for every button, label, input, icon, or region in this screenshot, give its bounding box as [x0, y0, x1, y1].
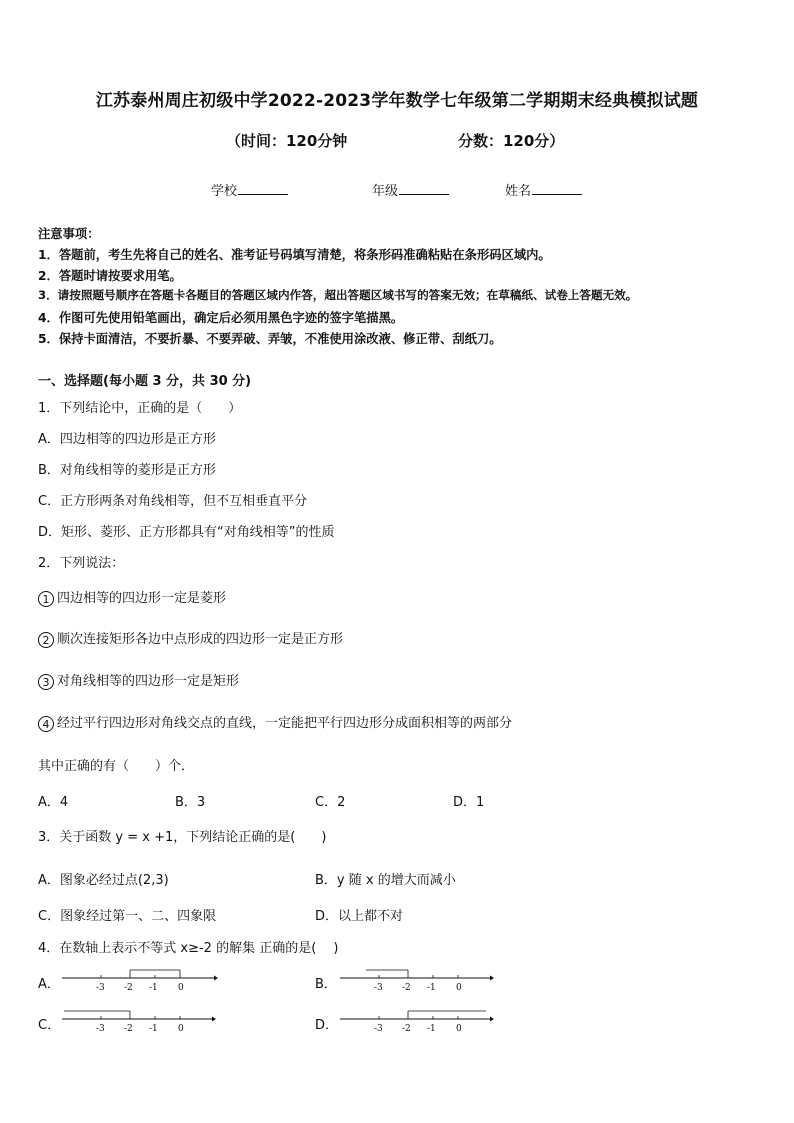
circled-number-icon: 1 [38, 591, 54, 607]
tick-label: -3 [96, 1024, 105, 1034]
q1-stem: 1．下列结论中，正确的是（ ） [38, 401, 242, 416]
tick-label: -1 [427, 1024, 436, 1034]
q2-option-b: B．3 [175, 795, 206, 810]
q1-option-c: C．正方形两条对角线相等，但不互相垂直平分 [38, 494, 308, 509]
number-line-c[interactable] [58, 1003, 218, 1035]
q3-option-d: D．以上都不对 [315, 909, 404, 924]
grade-field [372, 180, 449, 199]
grade-blank[interactable] [399, 181, 449, 195]
notice-item: 2．答题时请按要求用笔。 [38, 269, 182, 283]
school-field [211, 180, 288, 199]
q4-label-d: D． [315, 1018, 339, 1033]
exam-score: 分数：120分） [458, 132, 565, 150]
tick-label: -1 [149, 1024, 158, 1034]
q3-option-a: A．图象必经过点(2,3) [38, 873, 169, 888]
q3-option-c: C．图象经过第一、二、四象限 [38, 909, 217, 924]
tick-label: 0 [178, 983, 184, 993]
number-line-d[interactable] [336, 1003, 496, 1035]
tick-label: -2 [402, 1024, 411, 1034]
name-field [505, 180, 582, 199]
tick-label: 0 [456, 1024, 462, 1034]
q3-stem: 3．关于函数 y = x +1，下列结论正确的是( ) [38, 830, 327, 845]
tick-label: -3 [96, 983, 105, 993]
circled-number-icon: 4 [38, 716, 54, 732]
tick-label: -3 [374, 983, 383, 993]
section-heading: 一、选择题(每小题 3 分，共 30 分) [38, 374, 252, 389]
notice-item: 3．请按照题号顺序在答题卡各题目的答题区域内作答，超出答题区域书写的答案无效；在草稿纸、试卷上答题无效。 [38, 288, 638, 302]
notice-item: 1．答题前，考生先将自己的姓名、准考证号码填写清楚，将条形码准确粘贴在条形码区域内。 [38, 248, 551, 262]
exam-time: （时间：120分钟 [226, 132, 348, 150]
q2-ask: 其中正确的有（ ）个． [38, 759, 195, 774]
q4-label-a: A． [38, 977, 60, 992]
tick-label: 0 [456, 983, 462, 993]
notice-item: 4．作图可先使用铅笔画出，确定后必须用黑色字迹的签字笔描黑。 [38, 311, 404, 325]
grade-label: 年级 [372, 184, 399, 199]
number-line-a[interactable] [58, 962, 218, 994]
q2-option-c: C．2 [315, 795, 346, 810]
circled-number-icon: 3 [38, 674, 54, 690]
q2-stem: 2．下列说法： [38, 556, 125, 571]
tick-label: -2 [124, 983, 133, 993]
q4-label-b: B． [315, 977, 337, 992]
circled-number-icon: 2 [38, 632, 54, 648]
q4-label-c: C． [38, 1018, 61, 1033]
tick-label: -2 [124, 1024, 133, 1034]
q2-option-a: A．4 [38, 795, 69, 810]
q2-option-d: D．1 [453, 795, 485, 810]
q1-option-a: A．四边相等的四边形是正方形 [38, 432, 216, 447]
school-blank[interactable] [238, 181, 288, 195]
notice-item: 5．保持卡面清洁，不要折暴、不要弄破、弄皱，不准使用涂改液、修正带、刮纸刀。 [38, 332, 502, 346]
number-line-b[interactable] [336, 962, 496, 994]
q3-option-b: B．y 随 x 的增大而减小 [315, 873, 456, 888]
q2-statement-4: 4 经过平行四边形对角线交点的直线，一定能把平行四边形分成面积相等的两部分 [38, 712, 512, 732]
q2-statement-3: 3 对角线相等的四边形一定是矩形 [38, 670, 239, 690]
q1-option-b: B．对角线相等的菱形是正方形 [38, 463, 216, 478]
tick-label: -3 [374, 1024, 383, 1034]
q4-stem: 4．在数轴上表示不等式 x≥-2 的解集 正确的是( ) [38, 941, 339, 956]
tick-label: -2 [402, 983, 411, 993]
school-label: 学校 [211, 184, 238, 199]
tick-label: -1 [427, 983, 436, 993]
name-label: 姓名 [505, 184, 532, 199]
tick-label: -1 [149, 983, 158, 993]
q2-statement-1: 1 四边相等的四边形一定是菱形 [38, 587, 226, 607]
notice-heading: 注意事项： [38, 227, 100, 241]
tick-label: 0 [178, 1024, 184, 1034]
q2-statement-2: 2 顺次连接矩形各边中点形成的四边形一定是正方形 [38, 628, 343, 648]
name-blank[interactable] [532, 181, 582, 195]
q1-option-d: D．矩形、菱形、正方形都具有“对角线相等”的性质 [38, 525, 335, 540]
exam-title: 江苏泰州周庄初级中学2022-2023学年数学七年级第二学期期末经典模拟试题 [95, 91, 699, 111]
